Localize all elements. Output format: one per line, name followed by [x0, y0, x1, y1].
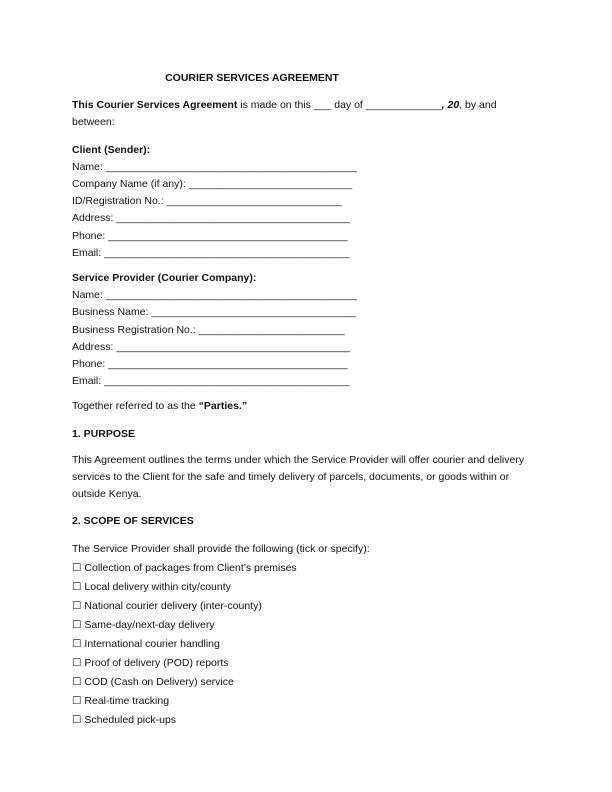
intro-year: , 20	[441, 99, 460, 112]
document-title: COURIER SERVICES AGREEMENT	[165, 72, 339, 84]
scope-intro: The Service Provider shall provide the following (tick or specify):	[72, 542, 370, 555]
checkbox-icon[interactable]: ☐	[72, 561, 82, 574]
provider-email-field: Email: __________________________________________	[72, 375, 350, 388]
client-name-field: Name: ___________________________________________	[72, 160, 357, 173]
checklist-item	[72, 597, 542, 616]
checkbox-icon[interactable]: ☐	[72, 618, 82, 631]
checklist-item	[72, 559, 542, 578]
provider-heading: Service Provider (Courier Company):	[72, 272, 257, 285]
checklist-item	[72, 654, 542, 673]
client-company-field: Company Name (if any): ____________________________	[72, 178, 353, 191]
provider-phone-field: Phone: _________________________________________	[72, 358, 348, 371]
parties-paragraph	[72, 398, 542, 415]
checkbox-icon[interactable]: ☐	[72, 637, 82, 650]
provider-section	[72, 270, 542, 390]
checkbox-icon[interactable]: ☐	[72, 580, 82, 593]
client-phone-field: Phone: _________________________________________	[72, 229, 348, 242]
provider-name-field: Name: ___________________________________________	[72, 289, 357, 302]
checkbox-icon[interactable]: ☐	[72, 713, 82, 726]
provider-registration-field: Business Registration No.: _________________________	[72, 323, 345, 336]
checklist-item-label: COD (Cash on Delivery) service	[84, 675, 234, 688]
checklist-item-label: Local delivery within city/county	[84, 580, 231, 593]
client-heading: Client (Sender):	[72, 143, 151, 156]
checklist-item	[72, 578, 542, 597]
purpose-body: This Agreement outlines the terms under which the Service Provider will offer courier and delivery services to the Client for the safe and timely delivery of parcels, documents, or goods within or outside Kenya.	[72, 453, 525, 501]
parties-bold: “Parties.”	[198, 400, 248, 413]
intro-text-2: , by and between:	[72, 99, 497, 129]
checkbox-icon[interactable]: ☐	[72, 599, 82, 612]
checklist-item-label: Scheduled pick-ups	[84, 713, 177, 726]
checkbox-icon[interactable]: ☐	[72, 656, 82, 669]
checklist-item-label: Collection of packages from Client’s premises	[84, 561, 297, 574]
parties-text: Together referred to as the	[72, 400, 199, 413]
provider-address-field: Address: ________________________________________	[72, 340, 350, 353]
checkbox-icon[interactable]: ☐	[72, 694, 82, 707]
purpose-heading: 1. PURPOSE	[72, 427, 136, 440]
checklist-item-label: Real-time tracking	[84, 694, 170, 707]
provider-business-name-field: Business Name: ___________________________________	[72, 306, 356, 319]
checkbox-icon[interactable]: ☐	[72, 675, 82, 688]
intro-bold-lead: This Courier Services Agreement	[72, 99, 238, 112]
agreement-page	[72, 70, 542, 730]
intro-text-1: is made on this ___ day of _____________	[237, 99, 442, 112]
checklist-item	[72, 673, 542, 692]
checklist-item-label: Proof of delivery (POD) reports	[84, 656, 229, 669]
checklist-item-label: National courier delivery (inter-county)	[84, 599, 262, 612]
checklist-item	[72, 635, 542, 654]
client-id-field: ID/Registration No.: ______________________________	[72, 195, 342, 208]
checklist-item-label: Same-day/next-day delivery	[84, 618, 215, 631]
scope-heading: 2. SCOPE OF SERVICES	[72, 515, 194, 528]
client-address-field: Address: ________________________________________	[72, 212, 350, 225]
scope-checklist	[72, 559, 542, 730]
checklist-item-label: International courier handling	[84, 637, 220, 650]
checklist-item	[72, 692, 542, 711]
checklist-item	[72, 711, 542, 730]
intro-paragraph	[72, 97, 542, 131]
client-section	[72, 142, 542, 262]
checklist-item	[72, 616, 542, 635]
client-email-field: Email: __________________________________________	[72, 246, 350, 259]
